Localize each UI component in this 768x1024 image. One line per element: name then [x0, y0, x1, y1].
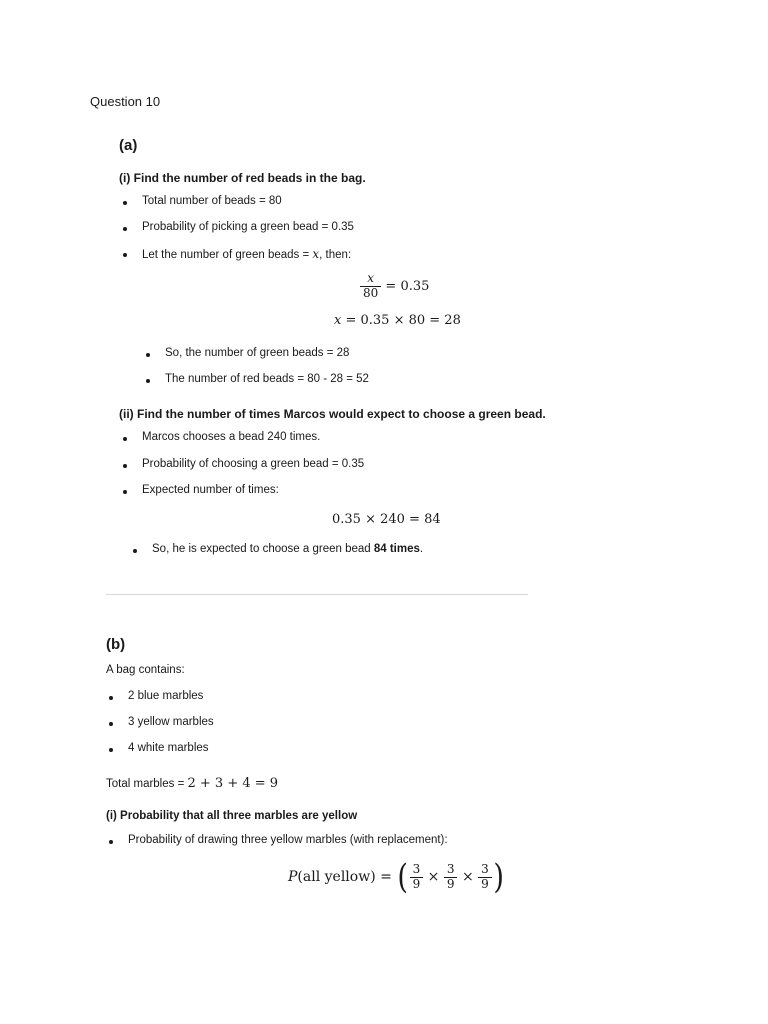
part-a-ii-heading: (ii) Find the number of times Marcos would expect to choose a green bead.: [119, 407, 546, 421]
prob-argument: (all yellow) =: [297, 869, 392, 885]
equation-fraction: [360, 272, 429, 301]
conclusion-text: So, he is expected to choose a green bead: [152, 543, 374, 555]
list-item: So, the number of green beads = 28: [165, 347, 350, 359]
conclusion-suffix: .: [419, 543, 424, 555]
let-text: Let the number of green beads =: [142, 249, 313, 261]
list-item: [142, 247, 351, 261]
right-paren: ): [493, 857, 504, 897]
equation-all-yellow: [288, 857, 505, 897]
list-item: Expected number of times:: [142, 484, 279, 496]
fraction: [410, 863, 424, 892]
let-suffix: , then:: [319, 249, 352, 261]
fraction-numerator: 3: [410, 863, 424, 878]
fraction-denominator: 9: [481, 876, 489, 891]
fraction-denominator: 9: [412, 876, 421, 891]
fraction: [444, 863, 458, 892]
times-symbol: ×: [461, 869, 474, 885]
list-item: Marcos chooses a bead 240 times.: [142, 431, 321, 443]
part-a-i-heading: (i) Find the number of red beads in the bag.: [119, 171, 366, 185]
total-marbles: [106, 776, 278, 791]
list-item: Probability of choosing a green bead = 0.35: [142, 458, 365, 470]
equation-rhs: = 0.35: [385, 278, 430, 294]
fraction-denominator: 80: [363, 285, 379, 300]
fraction-numerator: 3: [478, 863, 492, 878]
list-item: 3 yellow marbles: [128, 716, 214, 728]
list-item: 2 blue marbles: [128, 690, 204, 702]
left-paren: (: [397, 857, 409, 897]
fraction-denominator: 9: [446, 876, 455, 891]
let-variable: x: [312, 247, 320, 261]
list-item: Total number of beads = 80: [142, 195, 282, 207]
fraction: [360, 272, 381, 301]
list-item: [152, 543, 423, 555]
times-symbol: ×: [427, 869, 440, 885]
equation-solve-x: [334, 313, 461, 328]
list-item: The number of red beads = 80 - 28 = 52: [165, 373, 369, 385]
total-equation: 2 + 3 + 4 = 9: [187, 776, 279, 791]
question-title: Question 10: [90, 94, 161, 109]
part-a-heading: (a): [119, 137, 138, 154]
equation-variable: x: [334, 313, 342, 328]
section-divider: [106, 594, 528, 595]
fraction: [478, 863, 492, 892]
part-b-heading: (b): [106, 636, 126, 653]
equation-expected: 0.35 × 240 = 84: [332, 512, 441, 527]
conclusion-bold: 84 times: [373, 543, 420, 555]
list-item: 4 white marbles: [128, 742, 209, 754]
list-item: Probability of drawing three yellow marbles (with replacement):: [128, 834, 448, 846]
part-b-intro: A bag contains:: [106, 664, 185, 676]
equation-rhs: = 0.35 × 80 = 28: [345, 313, 461, 328]
prob-symbol: P: [288, 869, 298, 885]
list-item: Probability of picking a green bead = 0.35: [142, 221, 354, 233]
fraction-numerator: x: [360, 272, 381, 287]
part-b-i-heading: (i) Probability that all three marbles are yellow: [106, 810, 358, 822]
total-label: Total marbles =: [106, 778, 188, 790]
fraction-numerator: 3: [444, 863, 458, 878]
